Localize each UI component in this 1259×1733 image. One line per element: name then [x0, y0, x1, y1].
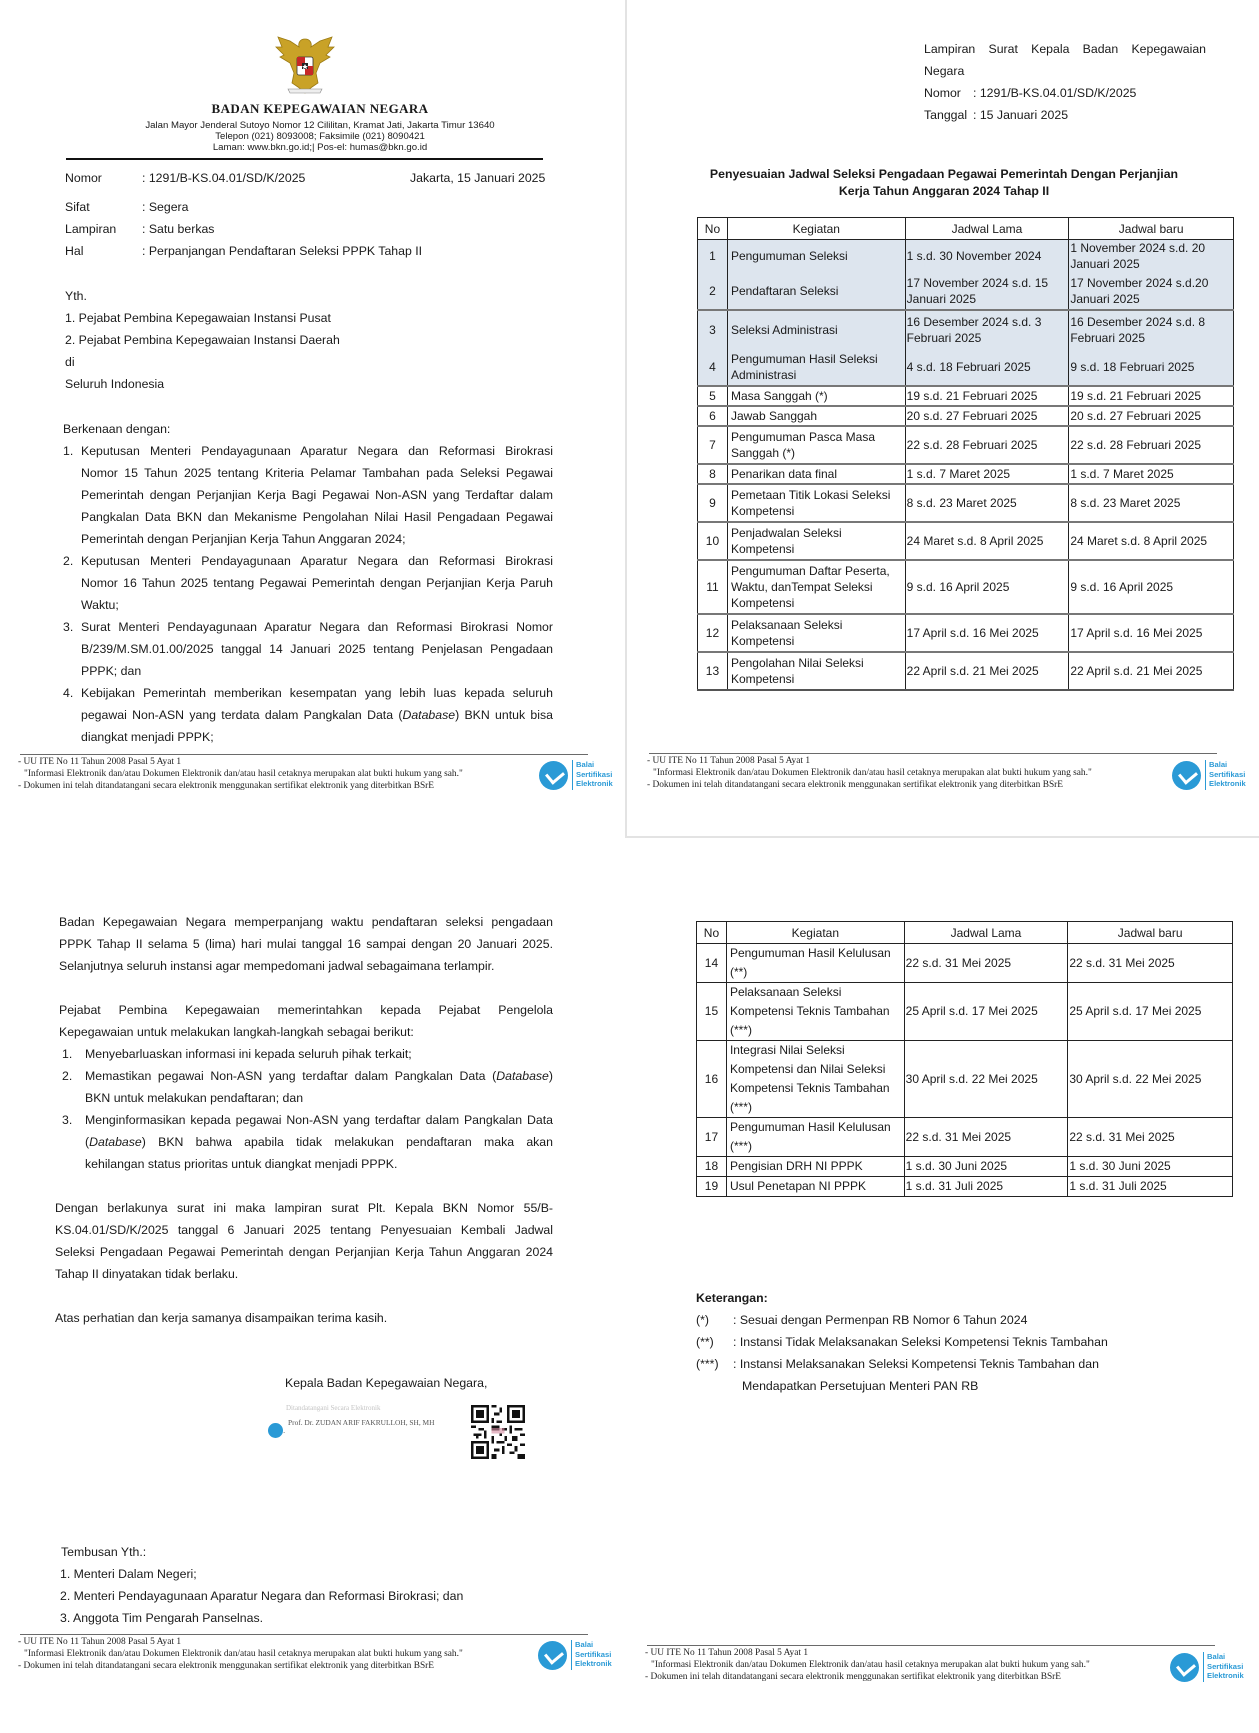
body-line: Pejabat Pembina Kepegawaian memerintahkan kepada Pejabat Pengelola [59, 1003, 553, 1017]
institution-address: Jalan Mayor Jenderal Sutoyo Nomor 12 Cililitan, Kramat Jati, Jakarta Timur 13640 [145, 120, 495, 131]
considering-text: ) BKN untuk bisa [455, 708, 553, 722]
schedule-cell-no: 17 [697, 1118, 727, 1157]
attachment-header-line: Lampiran Surat Kepala Badan Kepegawaian [924, 42, 1206, 56]
schedule-cell-jadwal-lama: 1 s.d. 31 Juli 2025 [904, 1177, 1068, 1197]
schedule-cell-jadwal-baru: 19 s.d. 21 Februari 2025 [1069, 386, 1234, 406]
footer-signed-note: - Dokumen ini telah ditandatangani secara elektronik menggunakan sertifikat elektronik yang diterbitkan BSrE [18, 1661, 435, 1671]
column-header-no: No [697, 922, 727, 944]
recipient-location: Seluruh Indonesia [65, 377, 165, 391]
schedule-cell-no: 8 [698, 464, 728, 484]
signer-name: Prof. Dr. ZUDAN ARIF FAKRULLOH, SH, MH [288, 1418, 435, 1427]
meta-value-sifat: : Segera [142, 200, 189, 214]
recipient-greeting: Yth. [65, 289, 87, 303]
bsre-logo-text: Balai Sertifikasi Elektronik [576, 760, 613, 788]
considering-text: pegawai Non-ASN yang terdata dalam Pangkalan Data ( [81, 708, 403, 722]
note-mark: (***) [696, 1357, 719, 1371]
schedule-cell-no: 3 [698, 310, 728, 348]
note-text: : Instansi Melaksanakan Seleksi Kompetensi Teknis Tambahan dan [733, 1357, 1099, 1371]
schedule-cell-no: 10 [698, 522, 728, 560]
considering-line: Waktu; [81, 598, 119, 612]
schedule-cell-jadwal-lama: 1 s.d. 30 November 2024 [905, 240, 1069, 273]
step-num: 1. [62, 1047, 73, 1061]
schedule-row [698, 426, 1234, 464]
considering-num: 3. [63, 620, 74, 634]
schedule-cell-kegiatan: Pengumuman Hasil Kelulusan (**) [726, 944, 904, 983]
attachment-title [627, 166, 1259, 200]
column-header-jadwal-lama: Jadwal Lama [904, 922, 1068, 944]
note-text: : Instansi Tidak Melaksanakan Seleksi Kompetensi Teknis Tambahan [733, 1335, 1108, 1349]
schedule-cell-kegiatan: Pengumuman Daftar Peserta, Waktu, danTempat Seleksi Kompetensi [727, 560, 905, 614]
schedule-cell-no: 9 [698, 484, 728, 522]
bsre-emblem-icon [1170, 1653, 1199, 1682]
considering-line: diangkat menjadi PPPK; [81, 730, 214, 744]
schedule-row [698, 386, 1234, 406]
footer-divider [647, 1645, 1215, 1646]
schedule-cell-jadwal-baru: 24 Maret s.d. 8 April 2025 [1069, 522, 1234, 560]
meta-label-lampiran: Lampiran [65, 222, 117, 236]
considering-num: 4. [63, 686, 74, 700]
schedule-cell-no: 5 [698, 386, 728, 406]
meta-label-nomor: Nomor [65, 171, 102, 185]
schedule-cell-kegiatan: Pengolahan Nilai Seleksi Kompetensi [727, 652, 905, 690]
step-text: kehilangan status prioritas untuk diangkat menjadi PPPK. [85, 1157, 398, 1171]
schedule-row [698, 240, 1234, 273]
body-line: Tahap II dinyatakan tidak berlaku. [55, 1267, 239, 1281]
schedule-row [697, 1177, 1233, 1197]
meta-value-hal: : Perpanjangan Pendaftaran Seleksi PPPK Tahap II [142, 244, 423, 258]
column-header-kegiatan: Kegiatan [727, 218, 905, 240]
attachment-tanggal-label: Tanggal [924, 108, 968, 122]
step-text: Menginformasikan kepada pegawai Non-ASN yang terdaftar dalam Pangkalan Data [85, 1113, 553, 1127]
step-num: 2. [62, 1069, 73, 1083]
footer-law: - UU ITE No 11 Tahun 2008 Pasal 5 Ayat 1 [647, 756, 811, 766]
schedule-cell-jadwal-lama: 8 s.d. 23 Maret 2025 [905, 484, 1069, 522]
schedule-cell-kegiatan: Masa Sanggah (*) [727, 386, 905, 406]
attachment-page-1 [625, 0, 1259, 838]
schedule-cell-jadwal-baru: 16 Desember 2024 s.d. 8 Februari 2025 [1069, 310, 1234, 348]
footer-law: - UU ITE No 11 Tahun 2008 Pasal 5 Ayat 1 [18, 757, 182, 767]
schedule-row [697, 944, 1233, 983]
step-text [85, 1131, 553, 1153]
considering-line: Keputusan Menteri Pendayagunaan Aparatur Negara dan Reformasi Birokrasi [81, 554, 553, 568]
bsre-logo-text: Balai Sertifikasi Elektronik [575, 1640, 612, 1668]
considering-line: PPPK; dan [81, 664, 142, 678]
step-text-part: ) BKN bahwa apabila tidak melakukan pendaftaran maka akan [141, 1135, 553, 1149]
footer-signed-note: - Dokumen ini telah ditandatangani secara elektronik menggunakan sertifikat elektronik yang diterbitkan BSrE [647, 780, 1064, 790]
schedule-cell-jadwal-lama: 19 s.d. 21 Februari 2025 [905, 386, 1069, 406]
note-text-continued: Mendapatkan Persetujuan Menteri PAN RB [742, 1379, 979, 1393]
footer-signed-note: - Dokumen ini telah ditandatangani secara elektronik menggunakan sertifikat elektronik yang diterbitkan BSrE [645, 1672, 1062, 1682]
footer-quote: "Informasi Elektronik dan/atau Dokumen Elektronik dan/atau hasil cetaknya merupakan alat bukti hukum yang sah." [24, 769, 463, 779]
note-mark: (**) [696, 1335, 714, 1349]
body-line: Badan Kepegawaian Negara memperpanjang waktu pendaftaran seleksi pengadaan [59, 915, 553, 929]
schedule-cell-jadwal-lama: 25 April s.d. 17 Mei 2025 [904, 983, 1068, 1041]
schedule-row [698, 348, 1234, 386]
column-header-jadwal-lama: Jadwal Lama [905, 218, 1069, 240]
schedule-row [698, 652, 1234, 690]
attachment-tanggal-value: : 15 Januari 2025 [973, 108, 1069, 122]
schedule-cell-jadwal-lama: 22 s.d. 31 Mei 2025 [904, 1118, 1068, 1157]
schedule-cell-jadwal-baru: 1 s.d. 7 Maret 2025 [1069, 464, 1234, 484]
schedule-cell-jadwal-lama: 22 s.d. 31 Mei 2025 [904, 944, 1068, 983]
schedule-row [698, 464, 1234, 484]
schedule-cell-jadwal-lama: 16 Desember 2024 s.d. 3 Februari 2025 [905, 310, 1069, 348]
step-text-part: Memastikan pegawai Non-ASN yang terdaftar dalam Pangkalan Data ( [85, 1069, 497, 1083]
considering-line: Kebijakan Pemerintah memberikan kesempatan yang lebih luas kepada seluruh [81, 686, 553, 700]
database-term: Database [89, 1135, 142, 1149]
step-text-part: ) [548, 1069, 553, 1083]
schedule-cell-jadwal-baru: 25 April s.d. 17 Mei 2025 [1068, 983, 1233, 1041]
attachment-nomor-value: : 1291/B-KS.04.01/SD/K/2025 [973, 86, 1137, 100]
column-header-kegiatan: Kegiatan [726, 922, 904, 944]
attachment-nomor-label: Nomor [924, 86, 961, 100]
schedule-cell-kegiatan: Penjadwalan Seleksi Kompetensi [727, 522, 905, 560]
schedule-cell-jadwal-baru: 22 s.d. 31 Mei 2025 [1068, 944, 1233, 983]
bsre-logo [1170, 1651, 1248, 1683]
considering-line: Pangkalan Data BKN dan Mekanisme Pengolahan Nilai Hasil Pengadaan Pegawai [81, 510, 553, 524]
schedule-cell-kegiatan: Pengumuman Seleksi [727, 240, 905, 273]
step-text-part: ( [85, 1135, 90, 1149]
cc-item: 3. Anggota Tim Pengarah Panselnas. [60, 1611, 264, 1625]
schedule-cell-no: 14 [697, 944, 727, 983]
schedule-cell-jadwal-baru: 1 s.d. 30 Juni 2025 [1068, 1157, 1233, 1177]
bsre-logo-divider [1203, 1652, 1204, 1682]
considering-line: Pemerintah dengan Perjanjian Kerja Tahun Anggaran 2024; [81, 532, 406, 546]
schedule-cell-no: 2 [698, 272, 728, 310]
garuda-emblem-icon [270, 33, 340, 97]
schedule-row [698, 522, 1234, 560]
meta-label-hal: Hal [65, 244, 84, 258]
considering-line [81, 704, 553, 726]
footer-quote: "Informasi Elektronik dan/atau Dokumen Elektronik dan/atau hasil cetaknya merupakan alat bukti hukum yang sah." [653, 768, 1092, 778]
closing-line: Atas perhatian dan kerja samanya disampaikan terima kasih. [55, 1311, 388, 1325]
recipient-item: 1. Pejabat Pembina Kepegawaian Instansi Pusat [65, 311, 331, 325]
schedule-cell-jadwal-baru: 9 s.d. 16 April 2025 [1069, 560, 1234, 614]
schedule-cell-jadwal-baru: 22 s.d. 31 Mei 2025 [1068, 1118, 1233, 1157]
signed-electronically-note: Ditandatangani Secara Elektronik [286, 1404, 381, 1412]
considering-line: Pemerintah dengan Perjanjian Kerja Bagi Pegawai Non-ASN yang Terdaftar dalam [81, 488, 553, 502]
schedule-cell-jadwal-lama: 1 s.d. 30 Juni 2025 [904, 1157, 1068, 1177]
bsre-logo [538, 1639, 616, 1671]
schedule-cell-jadwal-lama: 24 Maret s.d. 8 April 2025 [905, 522, 1069, 560]
bsre-emblem-icon [539, 761, 568, 790]
schedule-cell-no: 12 [698, 614, 728, 652]
body-line: Selanjutnya seluruh instansi agar mempedomani jadwal sebagaimana terlampir. [59, 959, 495, 973]
schedule-row [698, 272, 1234, 310]
schedule-cell-kegiatan: Integrasi Nilai Seleksi Kompetensi dan Nilai Seleksi Kompetensi Teknis Tambahan (***) [726, 1041, 904, 1118]
schedule-cell-jadwal-baru: 9 s.d. 18 Februari 2025 [1069, 348, 1234, 386]
schedule-row [698, 560, 1234, 614]
bsre-logo-divider [1205, 760, 1206, 790]
schedule-cell-kegiatan: Pengisian DRH NI PPPK [726, 1157, 904, 1177]
schedule-row [697, 983, 1233, 1041]
schedule-row [698, 310, 1234, 348]
schedule-cell-jadwal-baru: 30 April s.d. 22 Mei 2025 [1068, 1041, 1233, 1118]
body-line: Seleksi Pengadaan Pegawai Pemerintah dengan Perjanjian Kerja Tahun Anggaran 2024 [55, 1245, 553, 1259]
considering-num: 1. [63, 444, 74, 458]
place-date: Jakarta, 15 Januari 2025 [410, 171, 546, 185]
footer-law: - UU ITE No 11 Tahun 2008 Pasal 5 Ayat 1 [645, 1648, 809, 1658]
schedule-row [697, 1157, 1233, 1177]
schedule-cell-kegiatan: Usul Penetapan NI PPPK [726, 1177, 904, 1197]
schedule-cell-jadwal-lama: 17 November 2024 s.d. 15 Januari 2025 [905, 272, 1069, 310]
institution-name: BADAN KEPEGAWAIAN NEGARA [211, 101, 429, 116]
attachment-page-2 [625, 838, 1259, 1733]
schedule-cell-jadwal-lama: 17 April s.d. 16 Mei 2025 [905, 614, 1069, 652]
meta-value-lampiran: : Satu berkas [142, 222, 215, 236]
column-header-no: No [698, 218, 728, 240]
letter-page-1 [0, 0, 625, 835]
bsre-emblem-icon [538, 1641, 567, 1670]
schedule-cell-kegiatan: Penarikan data final [727, 464, 905, 484]
schedule-cell-jadwal-baru: 17 November 2024 s.d.20 Januari 2025 [1069, 272, 1234, 310]
schedule-cell-no: 18 [697, 1157, 727, 1177]
schedule-cell-no: 13 [698, 652, 728, 690]
schedule-cell-kegiatan: Pengumuman Hasil Seleksi Administrasi [727, 348, 905, 386]
considering-line: Surat Menteri Pendayagunaan Aparatur Negara dan Reformasi Birokrasi Nomor [81, 620, 553, 634]
qr-code-icon [471, 1405, 525, 1459]
schedule-cell-kegiatan: Pengumuman Hasil Kelulusan (***) [726, 1118, 904, 1157]
schedule-cell-jadwal-baru: 8 s.d. 23 Maret 2025 [1069, 484, 1234, 522]
considering-line: Nomor 15 Tahun 2025 tentang Kriteria Pelamar Tambahan pada Seleksi Pegawai [81, 466, 553, 480]
letter-page-2 [0, 838, 625, 1733]
schedule-cell-jadwal-baru: 1 s.d. 31 Juli 2025 [1068, 1177, 1233, 1197]
bsre-seal-icon [268, 1423, 286, 1438]
notes-title: Keterangan: [696, 1291, 768, 1305]
schedule-cell-no: 1 [698, 240, 728, 273]
letterhead-divider [66, 158, 543, 160]
bsre-logo-divider [571, 1640, 572, 1670]
schedule-cell-jadwal-lama: 22 s.d. 28 Februari 2025 [905, 426, 1069, 464]
schedule-cell-jadwal-lama: 4 s.d. 18 Februari 2025 [905, 348, 1069, 386]
schedule-cell-no: 4 [698, 348, 728, 386]
column-header-jadwal-baru: Jadwal baru [1068, 922, 1233, 944]
schedule-cell-jadwal-baru: 1 November 2024 s.d. 20 Januari 2025 [1069, 240, 1234, 273]
schedule-cell-jadwal-baru: 22 April s.d. 21 Mei 2025 [1069, 652, 1234, 690]
schedule-cell-kegiatan: Pengumuman Pasca Masa Sanggah (*) [727, 426, 905, 464]
bsre-logo [539, 759, 617, 791]
footer-law: - UU ITE No 11 Tahun 2008 Pasal 5 Ayat 1 [18, 1637, 182, 1647]
footer-divider [20, 1634, 588, 1635]
schedule-row [698, 406, 1234, 426]
schedule-cell-jadwal-baru: 22 s.d. 28 Februari 2025 [1069, 426, 1234, 464]
column-header-jadwal-baru: Jadwal baru [1069, 218, 1234, 240]
institution-phone: Telepon (021) 8093008; Faksimile (021) 8090421 [215, 131, 425, 142]
note-text: : Sesuai dengan Permenpan RB Nomor 6 Tahun 2024 [733, 1313, 1028, 1327]
schedule-cell-jadwal-lama: 20 s.d. 27 Februari 2025 [905, 406, 1069, 426]
schedule-cell-kegiatan: Pelaksanaan Seleksi Kompetensi [727, 614, 905, 652]
schedule-cell-jadwal-baru: 17 April s.d. 16 Mei 2025 [1069, 614, 1234, 652]
schedule-cell-jadwal-lama: 30 April s.d. 22 Mei 2025 [904, 1041, 1068, 1118]
attachment-header-line: Negara [924, 64, 965, 78]
schedule-cell-no: 19 [697, 1177, 727, 1197]
schedule-cell-jadwal-baru: 20 s.d. 27 Februari 2025 [1069, 406, 1234, 426]
signer-title: Kepala Badan Kepegawaian Negara, [285, 1376, 488, 1390]
meta-value-nomor: : 1291/B-KS.04.01/SD/K/2025 [142, 171, 306, 185]
footer-quote: "Informasi Elektronik dan/atau Dokumen Elektronik dan/atau hasil cetaknya merupakan alat bukti hukum yang sah." [651, 1660, 1090, 1670]
bsre-logo-divider [572, 760, 573, 790]
cc-item: 2. Menteri Pendayagunaan Aparatur Negara dan Reformasi Birokrasi; dan [60, 1589, 464, 1603]
schedule-cell-jadwal-lama: 9 s.d. 16 April 2025 [905, 560, 1069, 614]
schedule-table [697, 217, 1234, 691]
schedule-cell-no: 7 [698, 426, 728, 464]
cc-item: 1. Menteri Dalam Negeri; [60, 1567, 197, 1581]
bsre-emblem-icon [1172, 761, 1201, 790]
considering-line: Keputusan Menteri Pendayagunaan Aparatur Negara dan Reformasi Birokrasi [81, 444, 553, 458]
recipient-di: di [65, 355, 75, 369]
recipient-item: 2. Pejabat Pembina Kepegawaian Instansi Daerah [65, 333, 340, 347]
schedule-cell-kegiatan: Pemetaan Titik Lokasi Seleksi Kompetensi [727, 484, 905, 522]
schedule-cell-jadwal-lama: 22 April s.d. 21 Mei 2025 [905, 652, 1069, 690]
bsre-logo [1172, 759, 1250, 791]
schedule-cell-kegiatan: Pelaksanaan Seleksi Kompetensi Teknis Tambahan (***) [726, 983, 904, 1041]
schedule-row [697, 1118, 1233, 1157]
step-num: 3. [62, 1113, 73, 1127]
step-text [85, 1065, 553, 1087]
footer-quote: "Informasi Elektronik dan/atau Dokumen Elektronik dan/atau hasil cetaknya merupakan alat bukti hukum yang sah." [24, 1649, 463, 1659]
database-term: Database [402, 708, 456, 722]
attachment-title-line: Penyesuaian Jadwal Seleksi Pengadaan Pegawai Pemerintah Dengan Perjanjian [709, 167, 1179, 181]
database-term: Database [496, 1069, 549, 1083]
considering-intro: Berkenaan dengan: [63, 422, 171, 436]
cc-title: Tembusan Yth.: [61, 1545, 147, 1559]
footer-signed-note: - Dokumen ini telah ditandatangani secara elektronik menggunakan sertifikat elektronik yang diterbitkan BSrE [18, 781, 435, 791]
schedule-cell-no: 15 [697, 983, 727, 1041]
footer-divider [20, 754, 588, 755]
schedule-row [698, 484, 1234, 522]
considering-line: Nomor 16 Tahun 2025 tentang Pegawai Pemerintah dengan Perjanjian Kerja Paruh [81, 576, 553, 590]
footer-divider [649, 753, 1217, 754]
schedule-cell-kegiatan: Seleksi Administrasi [727, 310, 905, 348]
schedule-cell-no: 6 [698, 406, 728, 426]
signer-dot: . [283, 1426, 286, 1435]
meta-label-sifat: Sifat [65, 200, 90, 214]
bsre-logo-text: Balai Sertifikasi Elektronik [1209, 760, 1246, 788]
schedule-header-row [697, 922, 1233, 944]
bsre-logo-text: Balai Sertifikasi Elektronik [1207, 1652, 1244, 1680]
schedule-table-continued [696, 921, 1233, 1197]
schedule-row [698, 614, 1234, 652]
schedule-cell-no: 16 [697, 1041, 727, 1118]
body-line: KS.04.01/SD/K/2025 tanggal 6 Januari 2025 tentang Penyesuaian Kembali Jadwal [55, 1223, 553, 1237]
schedule-cell-kegiatan: Jawab Sanggah [727, 406, 905, 426]
body-line: PPPK Tahap II selama 5 (lima) hari mulai tanggal 16 sampai dengan 20 Januari 2025. [59, 937, 553, 951]
schedule-header-row [698, 218, 1234, 240]
schedule-row [697, 1041, 1233, 1118]
note-mark: (*) [696, 1313, 709, 1327]
schedule-cell-jadwal-lama: 1 s.d. 7 Maret 2025 [905, 464, 1069, 484]
body-line: Dengan berlakunya surat ini maka lampiran surat Plt. Kepala BKN Nomor 55/B- [55, 1201, 553, 1215]
schedule-cell-no: 11 [698, 560, 728, 614]
considering-line: B/239/M.SM.01.00/2025 tanggal 14 Januari 2025 tentang Penjelasan Pengadaan [81, 642, 553, 656]
schedule-cell-kegiatan: Pendaftaran Seleksi [727, 272, 905, 310]
body-line: Kepegawaian untuk melakukan langkah-langkah sebagai berikut: [59, 1025, 414, 1039]
considering-num: 2. [63, 554, 74, 568]
step-text: Menyebarluaskan informasi ini kepada seluruh pihak terkait; [85, 1047, 412, 1061]
institution-web: Laman: www.bkn.go.id;| Pos-el: humas@bkn.go.id [212, 142, 428, 153]
attachment-title-line: Kerja Tahun Anggaran 2024 Tahap II [838, 184, 1050, 198]
step-text: BKN untuk melakukan pendaftaran; dan [85, 1091, 304, 1105]
